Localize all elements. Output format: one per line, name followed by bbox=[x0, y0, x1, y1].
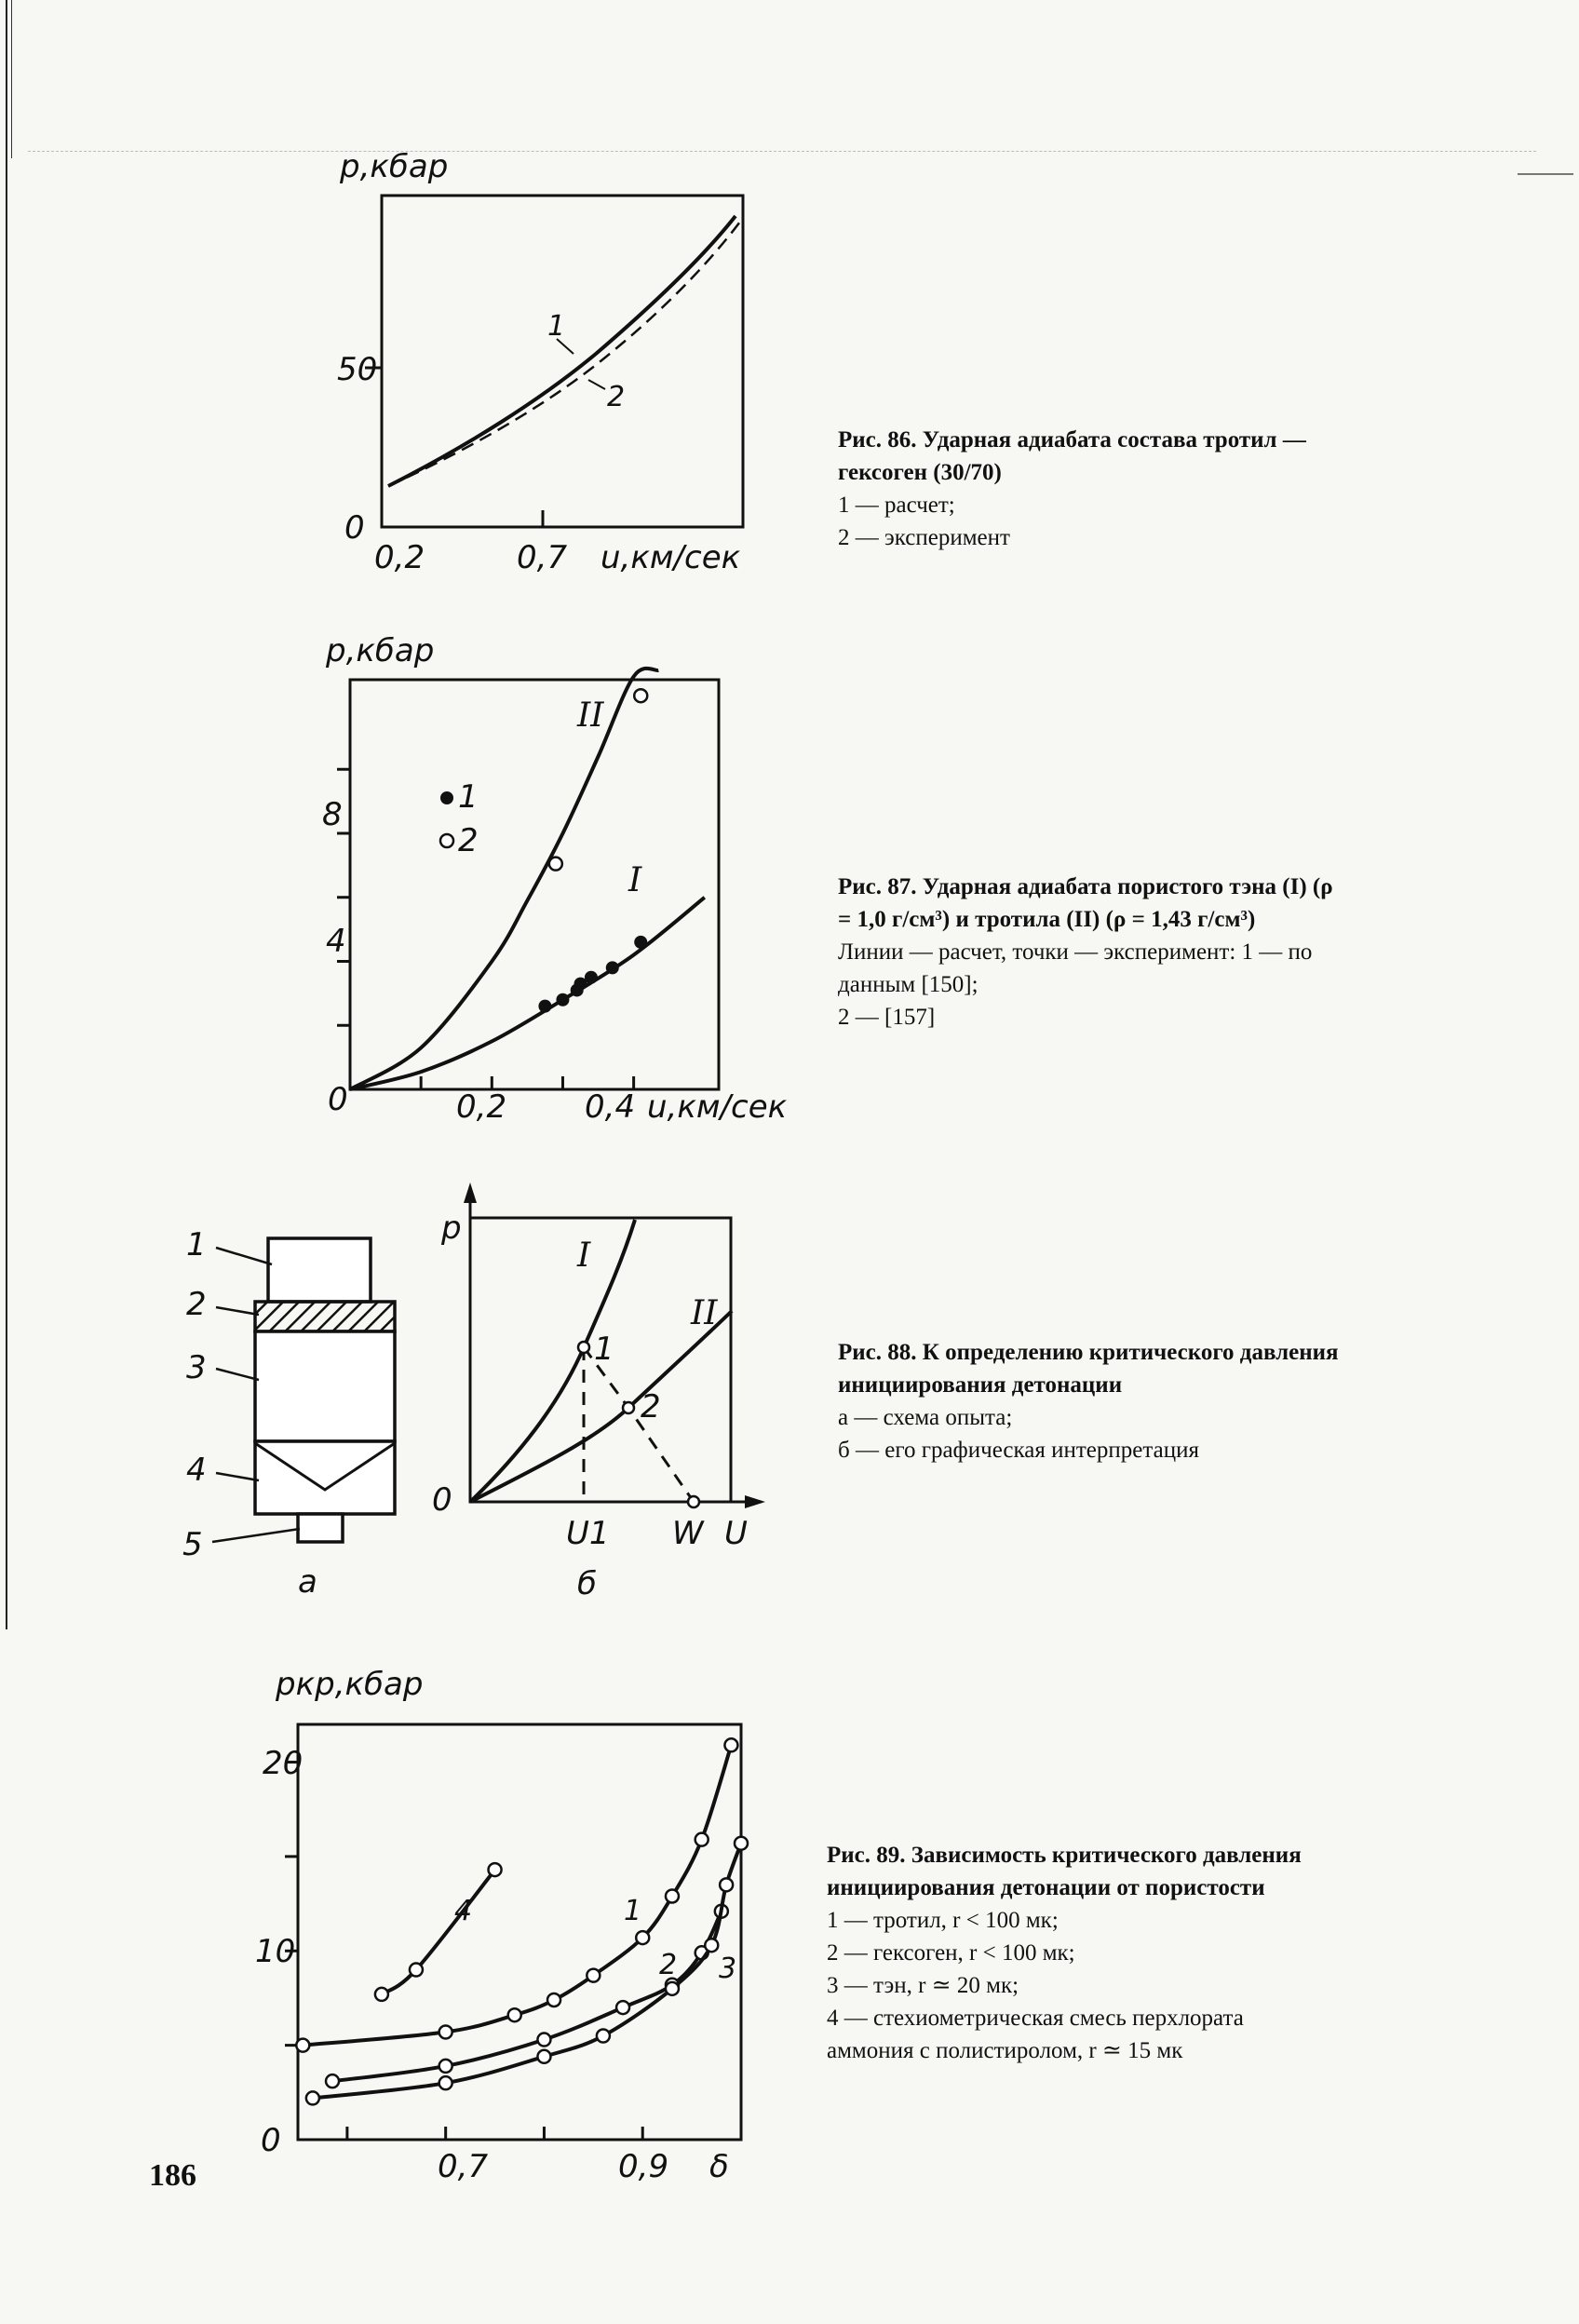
fig89-point-1 bbox=[439, 2025, 452, 2038]
fig88a-label-1: 1 bbox=[186, 1226, 207, 1263]
fig89-point-1 bbox=[508, 2008, 521, 2021]
fig88-legend-2: б — его графическая интерпретация bbox=[838, 1438, 1199, 1463]
fig89-point-1 bbox=[636, 1931, 649, 1944]
fig88b-chart bbox=[428, 1173, 782, 1611]
fig89-ytick-label-0: 0 bbox=[261, 2122, 281, 2159]
fig89-point-3 bbox=[306, 2091, 319, 2104]
fig89-point-3 bbox=[439, 2076, 452, 2089]
fig89-x-label: δ bbox=[709, 2148, 729, 2185]
fig89-point-1 bbox=[547, 1993, 560, 2006]
fig89-curve-4 bbox=[382, 1870, 495, 1994]
top-rule bbox=[28, 151, 1536, 152]
fig86-y-label: p,кбар bbox=[340, 148, 449, 185]
fig87-ytick-label-0: 0 bbox=[328, 1081, 348, 1118]
fig87-point-filled bbox=[606, 961, 619, 974]
fig87-x-label: u,км/сек bbox=[647, 1088, 788, 1126]
fig88b-x-label-u: U bbox=[724, 1515, 748, 1552]
fig89-legend-2: 2 — гексоген, r < 100 мк; bbox=[827, 1940, 1075, 1966]
fig89-point-1 bbox=[724, 1738, 737, 1751]
fig88b-point-1 bbox=[578, 1342, 589, 1353]
fig89-point-3 bbox=[720, 1878, 733, 1891]
fig86-series-2-line bbox=[388, 222, 740, 486]
fig88b-point-w bbox=[688, 1496, 699, 1507]
fig87-legend-marker-filled bbox=[440, 791, 453, 804]
fig89-point-2 bbox=[537, 2034, 550, 2047]
fig89-point-2 bbox=[439, 2060, 452, 2073]
fig89-point-1 bbox=[587, 1969, 600, 1982]
fig89-curve-label-1: 1 bbox=[624, 1895, 642, 1927]
fig88b-curve-label-II: II bbox=[691, 1294, 718, 1332]
fig89-ytick-label-20: 20 bbox=[263, 1745, 304, 1782]
fig89-point-4 bbox=[375, 1988, 388, 2001]
fig86-chart bbox=[317, 149, 763, 596]
fig87-xtick-label-0.4: 0,4 bbox=[585, 1088, 636, 1126]
fig88a-part-5 bbox=[298, 1514, 343, 1542]
page-edge-line bbox=[6, 0, 7, 1629]
fig88a-label-4: 4 bbox=[186, 1452, 207, 1489]
fig87-ytick-label-8: 8 bbox=[322, 796, 343, 833]
fig89-legend-1: 1 — тротил, r < 100 мк; bbox=[827, 1908, 1059, 1933]
fig87-curve-II bbox=[350, 669, 658, 1089]
fig88a-part-1 bbox=[268, 1238, 371, 1302]
fig89-point-1 bbox=[695, 1833, 709, 1846]
fig88b-point-label-2: 2 bbox=[641, 1388, 661, 1425]
fig86-frame bbox=[382, 196, 743, 527]
fig88b-y-label: p bbox=[441, 1209, 462, 1247]
fig89-point-3 bbox=[537, 2050, 550, 2063]
fig87-legend-label-2: 2 bbox=[458, 822, 479, 859]
fig89-curve-label-4: 4 bbox=[454, 1895, 473, 1927]
fig86-series-1-line bbox=[388, 216, 736, 486]
fig88a-label-2: 2 bbox=[186, 1286, 207, 1323]
fig89-caption bbox=[827, 1839, 1329, 2067]
fig88b-point-label-1: 1 bbox=[594, 1331, 614, 1368]
fig86-ytick-label-0: 0 bbox=[344, 509, 365, 547]
fig87-point-filled bbox=[634, 936, 647, 949]
fig89-ytick-label-10: 10 bbox=[255, 1933, 296, 1970]
fig89-y-label: pкр,кбар bbox=[276, 1666, 424, 1703]
fig88a-leader-1 bbox=[216, 1248, 272, 1264]
fig88a-label-5: 5 bbox=[182, 1526, 203, 1563]
fig87-y-label: p,кбар bbox=[326, 632, 435, 669]
fig88-legend-1: а — схема опыта; bbox=[838, 1405, 1013, 1430]
fig86-legend-2: 2 — эксперимент bbox=[838, 525, 1010, 550]
fig87-legend-2: 2 — [157] bbox=[838, 1005, 936, 1030]
fig89-point-3 bbox=[705, 1939, 718, 1952]
fig88b-y-arrowhead bbox=[464, 1182, 477, 1203]
fig87-point-filled bbox=[556, 993, 569, 1007]
fig88a-label-3: 3 bbox=[186, 1349, 207, 1386]
fig88b-x-arrowhead bbox=[745, 1495, 765, 1508]
fig89-curve-label-3: 3 bbox=[719, 1952, 737, 1985]
fig88b-dashed-diagonal bbox=[584, 1347, 694, 1502]
fig89-legend-3: 3 — тэн, r ≃ 20 мк; bbox=[827, 1973, 1019, 1998]
fig88b-sub-label: б bbox=[577, 1565, 597, 1602]
fig86-caption-title: Рис. 86. Ударная адиабата состава тротил — гексоген (30/70) bbox=[838, 427, 1306, 485]
fig89-point-3 bbox=[597, 2030, 610, 2043]
fig88a-leader-5 bbox=[212, 1529, 300, 1542]
fig86-curve-label-1: 1 bbox=[547, 310, 566, 343]
fig88a-leader-4 bbox=[216, 1473, 259, 1480]
fig86-legend-1: 1 — расчет; bbox=[838, 493, 955, 518]
fig88b-origin-label: 0 bbox=[432, 1481, 452, 1519]
fig87-point-open bbox=[634, 689, 647, 702]
fig87-point-filled bbox=[585, 971, 598, 984]
fig88a-part-3 bbox=[255, 1331, 395, 1441]
fig88a-sub-label: а bbox=[298, 1563, 317, 1601]
fig89-xtick-label-0.7: 0,7 bbox=[438, 2148, 489, 2185]
fig86-x-label: u,км/сек bbox=[601, 539, 741, 576]
page-number: 186 bbox=[149, 2158, 196, 2193]
fig89-point-1 bbox=[666, 1889, 679, 1902]
fig86-caption bbox=[838, 424, 1341, 554]
fig87-point-open bbox=[549, 858, 562, 871]
fig87-caption bbox=[838, 871, 1341, 1034]
fig88-caption-title: Рис. 88. К определению критического давления инициирования детонации bbox=[838, 1340, 1339, 1398]
fig89-point-3 bbox=[735, 1837, 748, 1850]
fig89-point-4 bbox=[489, 1863, 502, 1876]
fig89-chart bbox=[242, 1657, 763, 2197]
fig87-xtick-label-0.2: 0,2 bbox=[456, 1088, 507, 1126]
fig89-point-2 bbox=[616, 2001, 629, 2014]
fig88-caption bbox=[838, 1336, 1341, 1466]
fig89-point-1 bbox=[296, 2039, 309, 2052]
fig87-point-filled bbox=[538, 1000, 551, 1013]
fig86-xtick-label-0.7: 0,7 bbox=[517, 539, 568, 576]
fig87-ytick-label-4: 4 bbox=[326, 923, 346, 960]
fig87-chart bbox=[317, 624, 801, 1145]
fig87-curve-label-I: I bbox=[628, 861, 642, 899]
fig88a-schematic bbox=[168, 1210, 428, 1648]
fig87-caption-title: Рис. 87. Ударная адиабата пористого тэна (I) (ρ = 1,0 г/см³) и тротила (II) (ρ = 1,43 г/см³) bbox=[838, 874, 1333, 932]
top-rule-right bbox=[1518, 173, 1573, 175]
fig89-xtick-label-0.9: 0,9 bbox=[618, 2148, 669, 2185]
fig88b-x-label-u1: U1 bbox=[566, 1515, 610, 1552]
fig88a-leader-2 bbox=[216, 1307, 259, 1315]
fig89-caption-title: Рис. 89. Зависимость критического давления инициирования детонации от пористости bbox=[827, 1843, 1302, 1900]
fig88a-part-2 bbox=[255, 1302, 395, 1331]
fig86-curve-label-2: 2 bbox=[607, 381, 626, 413]
fig87-legend-label-1: 1 bbox=[458, 778, 479, 816]
fig88b-point-2 bbox=[623, 1402, 634, 1413]
fig88a-leader-3 bbox=[216, 1369, 259, 1380]
fig88a-part-4 bbox=[255, 1441, 395, 1514]
fig86-ytick-label-50: 50 bbox=[337, 351, 378, 388]
page-edge-line-2 bbox=[11, 0, 12, 158]
fig89-point-4 bbox=[410, 1964, 423, 1977]
fig87-legend-1: Линии — расчет, точки — эксперимент: 1 — по данным [150]; bbox=[838, 939, 1313, 997]
fig87-curve-label-II: II bbox=[577, 696, 604, 735]
fig86-xtick-label-0.2: 0,2 bbox=[374, 539, 425, 576]
fig86-label-2-leader bbox=[588, 380, 605, 389]
fig89-point-2 bbox=[326, 2074, 339, 2088]
fig89-legend-4: 4 — стехиометрическая смесь перхлората аммония с полистиролом, r ≃ 15 мк bbox=[827, 2006, 1244, 2063]
fig88b-curve-label-I: I bbox=[577, 1236, 591, 1275]
fig89-point-3 bbox=[666, 1982, 679, 1995]
fig87-legend-marker-open bbox=[440, 834, 453, 847]
fig88b-x-label-w: W bbox=[672, 1515, 704, 1552]
fig89-curve-label-2: 2 bbox=[659, 1949, 678, 1981]
